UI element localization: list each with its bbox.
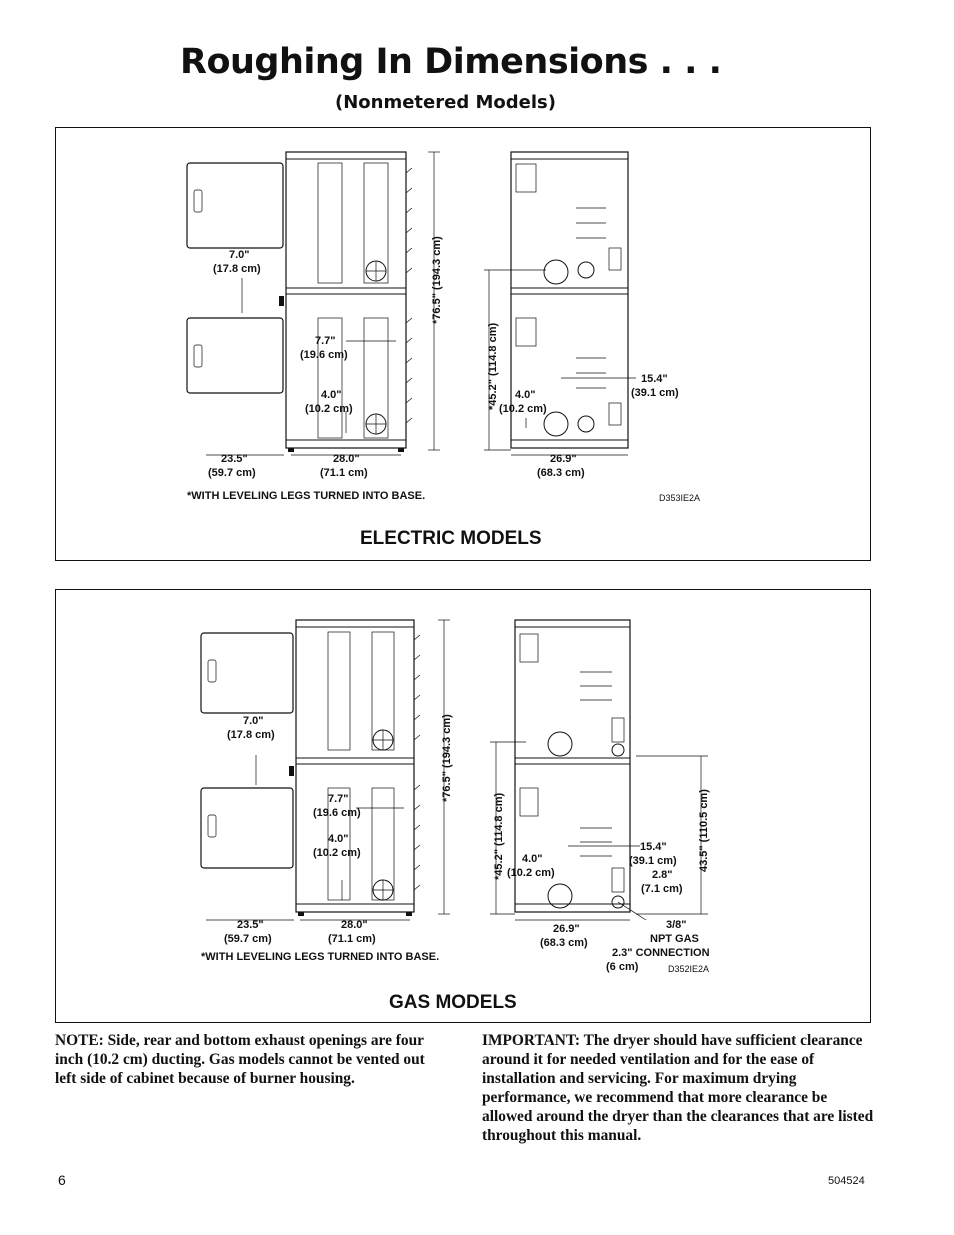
dim-4-0: 4.0": [321, 389, 342, 401]
upper-door-panel: [187, 163, 283, 248]
dim-26-9-cm: (68.3 cm): [540, 937, 588, 949]
dim-15-4: 15.4": [641, 373, 668, 385]
dim-back-4-0: 4.0": [515, 389, 536, 401]
dim-4-0-cm: (10.2 cm): [305, 403, 353, 415]
gas-models-panel: [55, 589, 871, 1023]
dim-2-8: 2.8": [652, 869, 673, 881]
dim-7-7: 7.7": [328, 793, 349, 805]
electric-drawing-code: D353IE2A: [659, 493, 701, 503]
dim-28-0-cm: (71.1 cm): [328, 933, 376, 945]
dim-2-3-cm: (6 cm): [606, 961, 639, 973]
dim-7-0-cm: (17.8 cm): [213, 263, 261, 275]
gas-diagram: [56, 590, 870, 1022]
dim-43-5: 43.5" (110.5 cm): [698, 789, 710, 872]
dim-23-5-cm: (59.7 cm): [208, 467, 256, 479]
dim-15-4: 15.4": [640, 841, 667, 853]
gas-drawing-code: D352IE2A: [668, 964, 710, 974]
dim-7-7: 7.7": [315, 335, 336, 347]
dim-26-9: 26.9": [553, 923, 580, 935]
dim-7-7-cm: (19.6 cm): [313, 807, 361, 819]
dim-26-9-cm: (68.3 cm): [537, 467, 585, 479]
dim-7-0: 7.0": [229, 249, 250, 261]
dim-28-0: 28.0": [341, 919, 368, 931]
document-number: 504524: [828, 1175, 865, 1187]
note-exhaust-openings: NOTE: Side, rear and bottom exhaust openings are four inch (10.2 cm) ducting. Gas models cannot be vented out left side of cabinet because of burner housing.: [55, 1032, 425, 1087]
dim-4-0: 4.0": [328, 833, 349, 845]
page-title: Roughing In Dimensions . . .: [180, 42, 722, 82]
gas-models-label: GAS MODELS: [389, 992, 517, 1013]
dim-back-4-0-cm: (10.2 cm): [507, 867, 555, 879]
dim-15-4-cm: (39.1 cm): [631, 387, 679, 399]
dim-76-5: *76.5" (194.3 cm): [441, 714, 453, 802]
dim-4-0-cm: (10.2 cm): [313, 847, 361, 859]
lower-door-panel: [187, 318, 283, 393]
front-view-cabinet: [296, 620, 414, 912]
electric-models-panel: [55, 127, 871, 561]
dim-76-5: *76.5" (194.3 cm): [431, 236, 443, 324]
dim-7-0: 7.0": [243, 715, 264, 727]
dim-28-0-cm: (71.1 cm): [320, 467, 368, 479]
gas-footnote: *WITH LEVELING LEGS TURNED INTO BASE.: [201, 951, 440, 963]
dim-28-0: 28.0": [333, 453, 360, 465]
dim-7-7-cm: (19.6 cm): [300, 349, 348, 361]
dim-45-2: *45.2" (114.8 cm): [493, 792, 505, 880]
dim-7-0-cm: (17.8 cm): [227, 729, 275, 741]
dim-26-9: 26.9": [550, 453, 577, 465]
dim-23-5: 23.5": [221, 453, 248, 465]
dim-23-5-cm: (59.7 cm): [224, 933, 272, 945]
page-subtitle: (Nonmetered Models): [335, 92, 556, 113]
upper-door-panel: [201, 633, 293, 713]
electric-models-label: ELECTRIC MODELS: [360, 528, 542, 549]
npt-gas-size: 3/8": [666, 919, 687, 931]
npt-gas-label: NPT GAS: [650, 933, 699, 945]
note-important-clearance: IMPORTANT: The dryer should have sufficient clearance around it for needed ventilation and for the ease of installation and servicing. For maximum drying performance, we recommend that more clearance be allowed around the dryer than the clearances that are listed throughout this manual.: [482, 1032, 874, 1144]
electric-footnote: *WITH LEVELING LEGS TURNED INTO BASE.: [187, 490, 426, 502]
dim-2-8-cm: (7.1 cm): [641, 883, 683, 895]
electric-diagram: [56, 128, 870, 560]
dim-2-3: 2.3" CONNECTION: [612, 947, 710, 959]
lower-door-panel: [201, 788, 293, 868]
page-number: 6: [58, 1172, 66, 1188]
dim-back-4-0: 4.0": [522, 853, 543, 865]
dim-45-2: *45.2" (114.8 cm): [487, 322, 499, 410]
dim-23-5: 23.5": [237, 919, 264, 931]
dim-back-4-0-cm: (10.2 cm): [499, 403, 547, 415]
dim-15-4-cm: (39.1 cm): [629, 855, 677, 867]
